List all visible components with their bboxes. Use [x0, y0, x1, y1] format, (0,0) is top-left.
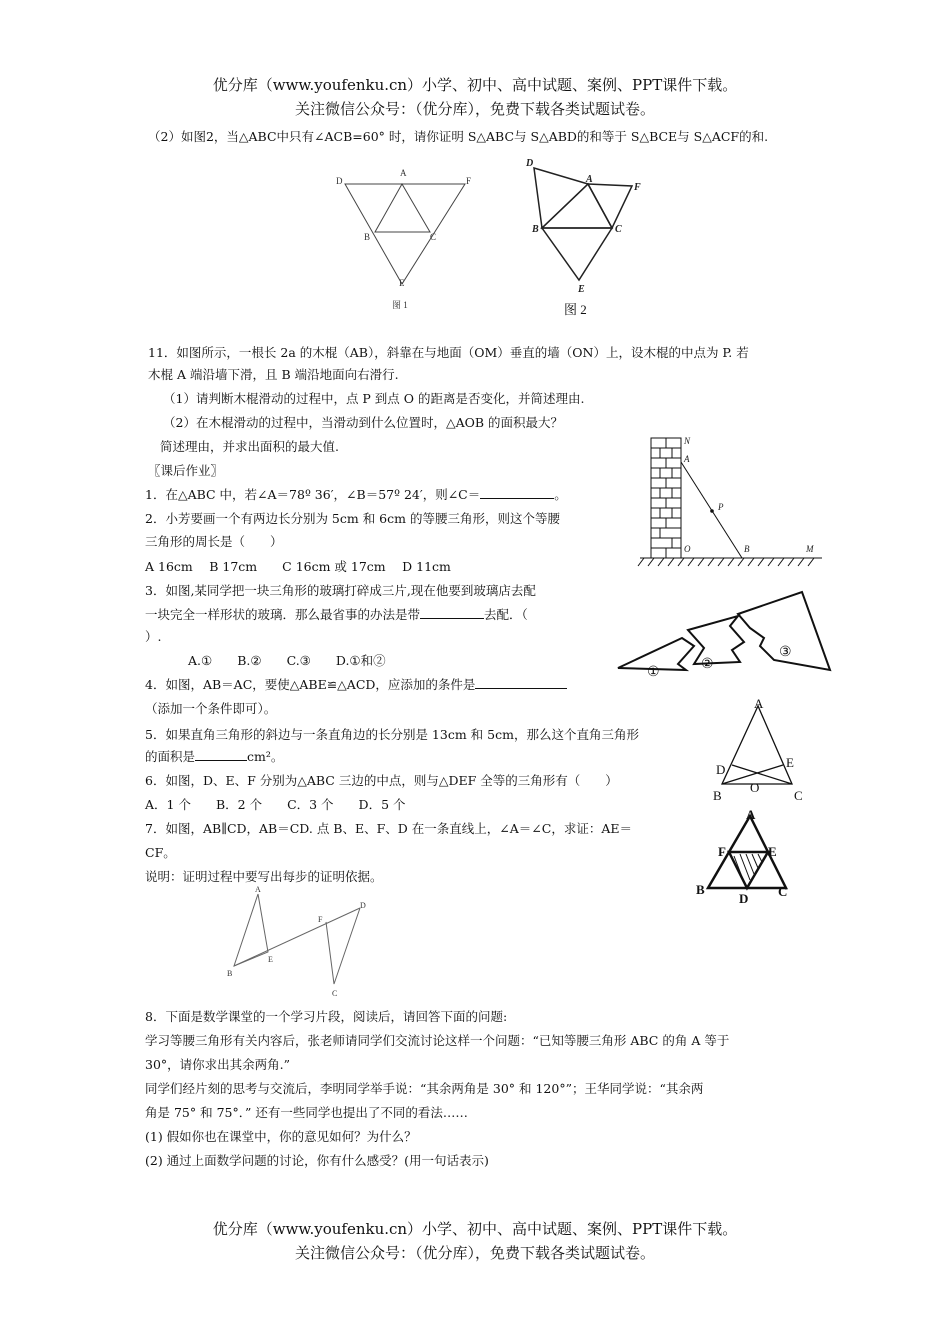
hw6-label-f: F [718, 844, 726, 859]
hw2-line1: 2．小芳要画一个有两边长分别为 5cm 和 6cm 的等腰三角形，则这个等腰 [145, 511, 560, 526]
hw4-label-b: B [713, 788, 722, 803]
hw7-triangle-cdf [326, 908, 360, 984]
fig2-label-a: A [586, 174, 593, 185]
ladder-label-a: A [684, 454, 690, 464]
ladder-label-b: B [744, 544, 750, 554]
hw4-line1 [145, 674, 567, 696]
fig2-triangle-abc [542, 184, 612, 228]
hw3-line2 [145, 604, 528, 626]
hw7-note: 说明：证明过程中要写出每步的证明依据。 [145, 869, 383, 884]
fig1-outer-triangle [345, 184, 465, 284]
fig1-label-f: F [466, 176, 472, 186]
hw4-label-a: A [754, 696, 764, 711]
hw4-blank [475, 676, 567, 689]
fig1-label-d: D [336, 176, 343, 186]
broken-glass-figure [612, 586, 844, 686]
ladder-figure [636, 432, 826, 572]
hw3-line3: ）. [145, 629, 162, 644]
hw8-question-1: (1) 假如你也在课堂中，你的意见如何？为什么？ [145, 1129, 417, 1144]
hw3-line2-text: 一块完全一样形状的玻璃．那么最省事的办法是带 [145, 607, 421, 622]
hw1-blank [480, 486, 554, 499]
hw5-line1: 5．如果直角三角形的斜边与一条直角边的长分别是 13cm 和 5cm，那么这个直角三角形 [145, 727, 639, 742]
hw5-line2-text: 的面积是 [145, 749, 196, 764]
hw8-line4: 同学们经片刻的思考与交流后，李明同学举手说：“其余两角是 30° 和 120°”；王华同学说：“其余两 [145, 1081, 704, 1096]
hw1-end: 。 [554, 487, 567, 502]
hw4-segment-cd [732, 765, 792, 784]
fig2-label-e: E [578, 284, 585, 295]
hw7-figure [222, 882, 372, 1002]
hw6-line1: 6．如图，D、E、F 分别为△ABC 三边的中点，则与△DEF 全等的三角形有（ ） [145, 773, 618, 788]
hw4-label-e: E [786, 755, 794, 770]
ladder-label-p: P [718, 502, 724, 512]
fig2-triangle-abd [534, 168, 588, 228]
hw1-text: 1．在△ABC 中，若∠A＝78º 36′，∠B＝57º 24′，则∠C＝ [145, 487, 481, 502]
ground [638, 558, 822, 566]
glass-label-1: ① [647, 665, 660, 680]
fig1-label-b: B [364, 232, 371, 242]
hw5-blank [195, 748, 247, 761]
fig2-label-b: B [532, 224, 539, 235]
fig2-label-c: C [615, 224, 622, 235]
fig1-label-a: A [400, 168, 407, 178]
q11-line2: 木棍 A 端沿墙下滑，且 B 端沿地面向右滑行. [148, 367, 399, 382]
hw4-label-c: C [794, 788, 803, 803]
hw6-options: A．1 个 B．2 个 C．3 个 D．5 个 [145, 797, 406, 812]
hw2-options: A 16cm B 17cm C 16cm 或 17cm D 11cm [145, 559, 451, 574]
hw8-line3: 30°，请你求出其余两角.” [145, 1057, 291, 1072]
hw8-line2: 学习等腰三角形有关内容后，张老师请同学们交流讨论这样一个问题：“已知等腰三角形 ABC 的角 A 等于 [145, 1033, 730, 1048]
hw3-blank [420, 606, 484, 619]
hw4-label-d: D [716, 762, 726, 777]
hw5-unit: cm²。 [247, 749, 284, 764]
q11-part1: （1）请判断木棍滑动的过程中，点 P 到点 O 的距离是否变化，并简述理由. [163, 391, 585, 406]
fig2-label-d: D [526, 158, 534, 169]
hw4-figure [700, 694, 820, 806]
hw7-label-f: F [318, 915, 323, 924]
footer-line-1: 优分库（www.youfenku.cn）小学、初中、高中试题、案例、PPT课件下载。 [212, 1220, 738, 1238]
hw3-line2-end: 去配．（ [484, 607, 528, 622]
hw1-line [145, 484, 567, 506]
hw6-label-d: D [739, 891, 749, 906]
header-line-2: 关注微信公众号：（优分库），免费下载各类试题试卷。 [294, 100, 655, 118]
hw7-line-bd [234, 908, 360, 966]
hw6-hatching [734, 854, 762, 882]
hw7-label-b: B [227, 969, 233, 978]
figure-2 [520, 152, 680, 322]
brick-wall [651, 438, 681, 558]
hw4-line2: （添加一个条件即可）。 [145, 701, 277, 716]
hw7-line2: CF。 [145, 845, 176, 860]
hw7-label-d: D [360, 901, 366, 910]
q11-part2b: 简述理由，并求出面积的最大值. [160, 439, 339, 454]
fig2-triangle-acf [588, 184, 632, 228]
q11-line1: 11．如图所示，一根长 2a 的木棍（AB），斜靠在与地面（OM）垂直的墙（ON）上，设木棍的中点为 P. 若 [148, 345, 749, 360]
fig1-label-e: E [399, 278, 405, 288]
hw7-label-c: C [332, 989, 338, 998]
glass-label-2: ② [701, 657, 714, 672]
hw6-figure [692, 808, 796, 908]
ladder-label-m: M [806, 544, 814, 554]
fig1-label-c: C [430, 232, 437, 242]
hw7-line1: 7．如图，AB∥CD，AB＝CD. 点 B、E、F、D 在一条直线上，∠A＝∠C，求证：AE＝ [145, 821, 632, 836]
footer-line-2: 关注微信公众号：（优分库），免费下载各类试题试卷。 [294, 1244, 655, 1262]
fig1-inner-triangle [375, 184, 430, 232]
glass-piece-2 [688, 616, 744, 664]
hw3-line1: 3．如图,某同学把一块三角形的玻璃打碎成三片,现在他要到玻璃店去配 [145, 583, 536, 598]
hw4-label-o: O [750, 780, 760, 795]
hw7-triangle-abe [234, 894, 268, 966]
hw4-line1-text: 4．如图，AB＝AC，要使△ABE≌△ACD，应添加的条件是 [145, 677, 476, 692]
hw6-label-c: C [778, 884, 788, 899]
hw7-label-a: A [255, 885, 261, 894]
hw6-label-b: B [696, 882, 705, 897]
fig2-triangle-bce [542, 228, 612, 280]
hw2-line2: 三角形的周长是（ ） [145, 534, 283, 549]
hw8-question-2: (2) 通过上面数学问题的讨论，你有什么感受？(用一句话表示) [145, 1153, 489, 1168]
hw8-line1: 8．下面是数学课堂的一个学习片段，阅读后，请回答下面的问题: [145, 1009, 508, 1024]
fig1-caption: 图 1 [392, 300, 408, 310]
glass-label-3: ③ [779, 645, 792, 660]
hw6-label-a: A [746, 808, 756, 822]
fig2-label-f: F [634, 182, 641, 193]
figure-1 [330, 162, 480, 322]
ladder-label-n: N [684, 436, 691, 446]
ladder-label-o: O [684, 544, 691, 554]
hw6-label-e: E [768, 844, 777, 859]
q10-part2: （2）如图2，当△ABC中只有∠ACB=60° 时，请你证明 S△ABC与 S△ABD的和等于 S△BCE与 S△ACF的和. [148, 129, 769, 144]
hw7-label-e: E [268, 955, 273, 964]
midpoint-p [710, 509, 714, 513]
header-line-1: 优分库（www.youfenku.cn）小学、初中、高中试题、案例、PPT课件下载。 [212, 76, 738, 94]
hw5-line2 [145, 746, 283, 768]
fig2-caption: 图 2 [564, 302, 587, 317]
hw8-line5: 角是 75° 和 75°．” 还有一些同学也提出了不同的看法…… [145, 1105, 468, 1120]
homework-title: 〖课后作业〗 [148, 463, 224, 478]
q11-part2: （2）在木棍滑动的过程中，当滑动到什么位置时，△AOB 的面积最大？ [163, 415, 564, 430]
hw3-options: A.① B.② C.③ D.①和② [188, 653, 386, 668]
